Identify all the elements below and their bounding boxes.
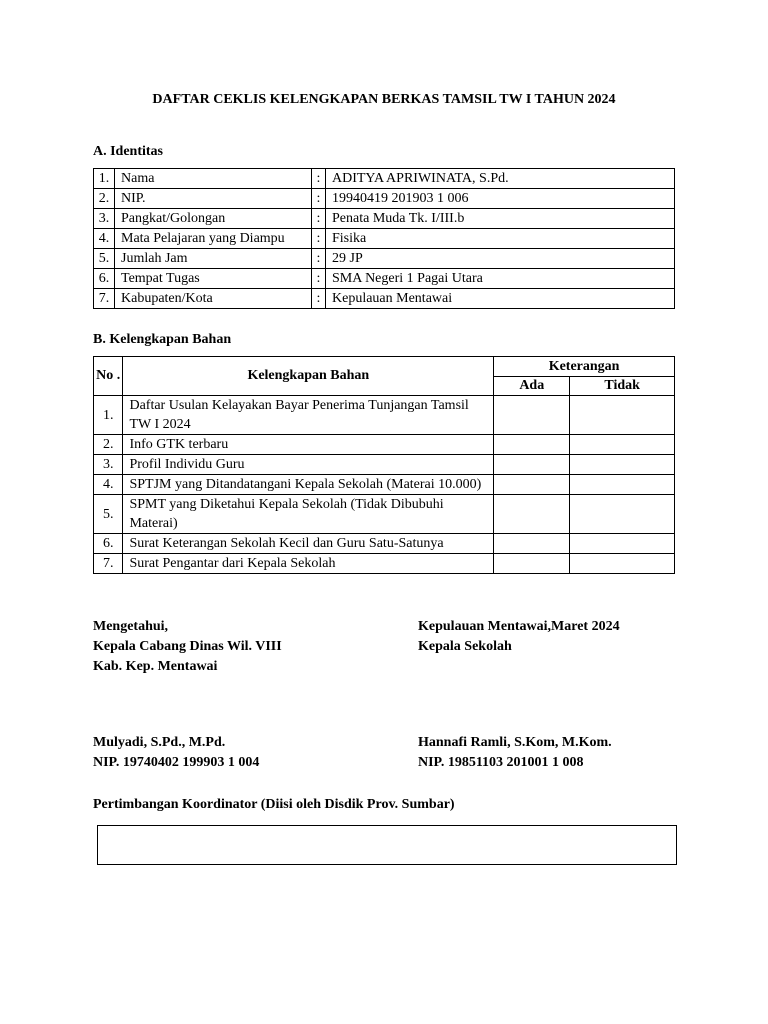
materials-row-number: 5. <box>94 495 123 534</box>
signature-left-line3: Kab. Kep. Mentawai <box>93 659 218 674</box>
section-a-heading: A. Identitas <box>93 144 164 159</box>
materials-row-number: 3. <box>94 455 123 475</box>
identity-row-number: 4. <box>94 229 115 249</box>
signature-left-line1: Mengetahui, <box>93 619 169 634</box>
identity-row-label: NIP. <box>115 189 312 209</box>
identity-row-separator: : <box>312 229 326 249</box>
column-header-keterangan: Keterangan <box>494 357 675 377</box>
materials-row-ada-cell[interactable] <box>494 534 570 554</box>
identity-row-number: 3. <box>94 209 115 229</box>
identity-row-number: 1. <box>94 169 115 189</box>
column-header-tidak: Tidak <box>570 377 675 396</box>
column-header-ada: Ada <box>494 377 570 396</box>
materials-row <box>94 554 675 574</box>
signature-left-signer <box>93 733 259 773</box>
identity-row-value: Fisika <box>326 229 675 249</box>
materials-row-item: Surat Pengantar dari Kepala Sekolah <box>123 554 494 574</box>
identity-row-separator: : <box>312 249 326 269</box>
identity-row <box>94 189 675 209</box>
materials-row-number: 7. <box>94 554 123 574</box>
identity-row-number: 7. <box>94 289 115 309</box>
signature-left-line2: Kepala Cabang Dinas Wil. VIII <box>93 639 282 654</box>
materials-row <box>94 396 675 435</box>
signature-right-nip: NIP. 19851103 201001 1 008 <box>418 755 584 770</box>
materials-row-tidak-cell[interactable] <box>570 455 675 475</box>
materials-row-ada-cell[interactable] <box>494 455 570 475</box>
materials-row <box>94 435 675 455</box>
materials-row-number: 6. <box>94 534 123 554</box>
document-title: DAFTAR CEKLIS KELENGKAPAN BERKAS TAMSIL TW I TAHUN 2024 <box>152 92 616 107</box>
identity-row-number: 6. <box>94 269 115 289</box>
identity-row-separator: : <box>312 189 326 209</box>
materials-table <box>93 356 675 574</box>
column-header-no: No . <box>94 357 123 396</box>
identity-row <box>94 289 675 309</box>
signature-right-block <box>418 617 620 657</box>
materials-row-ada-cell[interactable] <box>494 435 570 455</box>
materials-row-item: Info GTK terbaru <box>123 435 494 455</box>
materials-row-ada-cell[interactable] <box>494 475 570 495</box>
materials-row-item: SPMT yang Diketahui Kepala Sekolah (Tidak Dibubuhi Materai) <box>123 495 494 534</box>
column-header-item: Kelengkapan Bahan <box>123 357 494 396</box>
materials-row-number: 1. <box>94 396 123 435</box>
identity-row <box>94 269 675 289</box>
identity-row-value: 29 JP <box>326 249 675 269</box>
materials-row-ada-cell[interactable] <box>494 495 570 534</box>
identity-row-number: 5. <box>94 249 115 269</box>
materials-row-number: 2. <box>94 435 123 455</box>
signature-left-name: Mulyadi, S.Pd., M.Pd. <box>93 735 226 750</box>
materials-row-tidak-cell[interactable] <box>570 554 675 574</box>
signature-right-name: Hannafi Ramli, S.Kom, M.Kom. <box>418 735 612 750</box>
materials-row-ada-cell[interactable] <box>494 554 570 574</box>
materials-row <box>94 455 675 475</box>
identity-row-label: Jumlah Jam <box>115 249 312 269</box>
signature-right-signer <box>418 733 612 773</box>
identity-row-separator: : <box>312 269 326 289</box>
materials-row <box>94 495 675 534</box>
identity-row <box>94 169 675 189</box>
identity-row-value: ADITYA APRIWINATA, S.Pd. <box>326 169 675 189</box>
materials-row-tidak-cell[interactable] <box>570 495 675 534</box>
identity-row-label: Tempat Tugas <box>115 269 312 289</box>
signature-right-line1: Kepulauan Mentawai,Maret 2024 <box>418 619 620 634</box>
identity-row <box>94 249 675 269</box>
materials-row-tidak-cell[interactable] <box>570 534 675 554</box>
koordinator-heading: Pertimbangan Koordinator (Diisi oleh Disdik Prov. Sumbar) <box>93 797 455 812</box>
identity-row-separator: : <box>312 169 326 189</box>
materials-row-tidak-cell[interactable] <box>570 396 675 435</box>
materials-row-number: 4. <box>94 475 123 495</box>
materials-row <box>94 475 675 495</box>
koordinator-notes-box[interactable] <box>97 825 677 865</box>
materials-row-item: Surat Keterangan Sekolah Kecil dan Guru Satu-Satunya <box>123 534 494 554</box>
signature-right-line2: Kepala Sekolah <box>418 639 512 654</box>
section-b-heading: B. Kelengkapan Bahan <box>93 332 232 347</box>
materials-row-item: SPTJM yang Ditandatangani Kepala Sekolah (Materai 10.000) <box>123 475 494 495</box>
materials-row-item: Daftar Usulan Kelayakan Bayar Penerima Tunjangan Tamsil TW I 2024 <box>123 396 494 435</box>
identity-table <box>93 168 675 309</box>
materials-row-item: Profil Individu Guru <box>123 455 494 475</box>
materials-row-ada-cell[interactable] <box>494 396 570 435</box>
identity-row-label: Nama <box>115 169 312 189</box>
identity-row-label: Mata Pelajaran yang Diampu <box>115 229 312 249</box>
materials-row-tidak-cell[interactable] <box>570 475 675 495</box>
identity-row-number: 2. <box>94 189 115 209</box>
identity-row-separator: : <box>312 209 326 229</box>
identity-row-label: Kabupaten/Kota <box>115 289 312 309</box>
identity-row-label: Pangkat/Golongan <box>115 209 312 229</box>
identity-row-value: SMA Negeri 1 Pagai Utara <box>326 269 675 289</box>
identity-row <box>94 229 675 249</box>
identity-row <box>94 209 675 229</box>
materials-row-tidak-cell[interactable] <box>570 435 675 455</box>
identity-row-value: Penata Muda Tk. I/III.b <box>326 209 675 229</box>
identity-row-value: 19940419 201903 1 006 <box>326 189 675 209</box>
signature-left-block <box>93 617 282 677</box>
identity-row-value: Kepulauan Mentawai <box>326 289 675 309</box>
identity-row-separator: : <box>312 289 326 309</box>
materials-row <box>94 534 675 554</box>
signature-left-nip: NIP. 19740402 199903 1 004 <box>93 755 260 770</box>
